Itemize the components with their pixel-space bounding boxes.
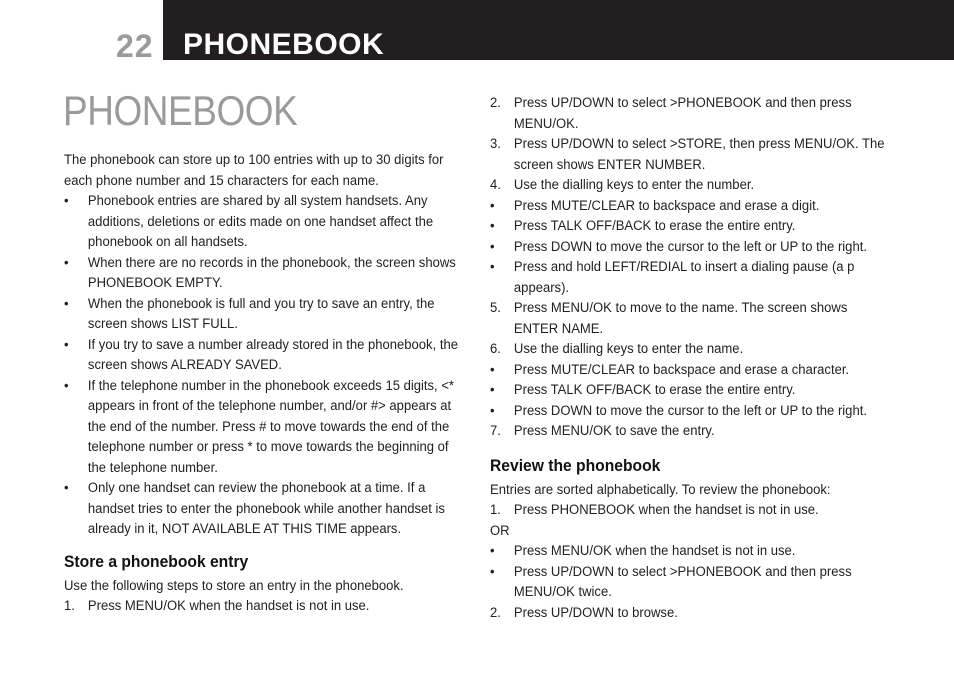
list-marker: •	[490, 197, 495, 214]
list-marker: •	[490, 382, 495, 398]
list-item-text: Phonebook entries are shared by all system handsets. Any additions, deletions or edits made on one handset affect the phonebook on all handsets.	[87, 193, 434, 250]
list-item	[490, 603, 894, 624]
page-number: 22	[116, 28, 154, 64]
list-item	[64, 596, 466, 617]
list-item-text: Press MUTE/CLEAR to backspace and erase a character.	[513, 361, 850, 378]
step-marker: 1.	[490, 502, 501, 518]
list-item	[64, 335, 466, 376]
list-item-text: Press DOWN to move the cursor to the left or UP to the right.	[513, 402, 867, 419]
list-item-text: Press MENU/OK when the handset is not in use.	[87, 598, 370, 614]
list-item	[490, 237, 894, 258]
list-item-text: Press and hold LEFT/REDIAL to insert a dialing pause (a p appears).	[513, 259, 855, 296]
bullet-marker: •	[64, 193, 69, 209]
bullet-marker: •	[64, 336, 69, 353]
list-item	[490, 216, 894, 237]
list-marker: •	[490, 361, 495, 378]
bullet-marker: •	[64, 295, 69, 312]
header-bar	[163, 0, 954, 60]
list-item	[64, 478, 466, 540]
list-item-text: Press UP/DOWN to select >PHONEBOOK and then press MENU/OK twice.	[513, 563, 852, 600]
list-item	[490, 401, 894, 422]
list-marker: 5.	[490, 300, 501, 316]
step-marker: 1.	[64, 598, 75, 614]
list-item-text: When the phonebook is full and you try to save an entry, the screen shows LIST FULL.	[87, 295, 435, 332]
review-intro: Entries are sorted alphabetically. To review the phonebook:	[490, 481, 831, 498]
list-item	[490, 134, 894, 175]
list-item-text: Press DOWN to move the cursor to the left or UP to the right.	[513, 238, 867, 255]
list-item	[490, 339, 894, 360]
intro-paragraph: The phonebook can store up to 100 entries with up to 30 digits for each phone number and 15 characters for each name.	[64, 152, 444, 189]
list-item-text: Use the dialling keys to enter the name.	[513, 341, 744, 357]
list-item-text: Press MENU/OK to save the entry.	[513, 423, 715, 439]
list-item-text: Press MENU/OK when the handset is not in use.	[513, 543, 796, 559]
list-item-text: When there are no records in the phonebook, the screen shows PHONEBOOK EMPTY.	[87, 254, 456, 291]
list-marker: 2.	[490, 95, 501, 111]
right-column-content	[490, 93, 894, 623]
right-column	[490, 93, 894, 623]
list-item	[490, 500, 894, 521]
list-item-text: If you try to save a number already stored in the phonebook, the screen shows ALREADY SAVED.	[87, 336, 458, 373]
list-item-text: Press UP/DOWN to browse.	[513, 604, 678, 621]
list-item	[490, 196, 894, 217]
list-item-text: Press TALK OFF/BACK to erase the entire entry.	[513, 382, 796, 398]
list-item	[490, 93, 894, 134]
page-title: PHONEBOOK	[63, 87, 298, 134]
left-column	[64, 150, 466, 617]
list-marker: •	[490, 238, 495, 255]
list-item	[64, 191, 466, 253]
list-item	[490, 360, 894, 381]
list-marker: 7.	[490, 423, 501, 439]
list-item	[490, 421, 894, 442]
list-item-text: Press UP/DOWN to select >STORE, then press MENU/OK. The screen shows ENTER NUMBER.	[513, 136, 885, 173]
list-item-text: Use the dialling keys to enter the number.	[513, 177, 755, 193]
section-title: PHONEBOOK	[183, 28, 385, 61]
list-item-text: Only one handset can review the phonebook at a time. If a handset tries to enter the phonebook while another handset is already in it, NOT AVAILABLE AT THIS TIME appears.	[87, 480, 445, 537]
review-heading: Review the phonebook	[490, 455, 661, 475]
list-item	[490, 562, 894, 603]
list-marker: •	[490, 543, 495, 559]
list-marker: •	[490, 218, 495, 234]
list-item-text: Press UP/DOWN to select >PHONEBOOK and then press MENU/OK.	[513, 95, 852, 132]
list-item-text: Press MENU/OK to move to the name. The screen shows ENTER NAME.	[513, 300, 848, 337]
list-marker: 3.	[490, 136, 501, 152]
list-item	[490, 380, 894, 401]
list-item-text: Press PHONEBOOK when the handset is not in use.	[513, 502, 819, 518]
left-column-content	[64, 150, 466, 617]
list-marker: •	[490, 402, 495, 419]
list-item	[490, 257, 894, 298]
bullet-marker: •	[64, 254, 69, 271]
or-text: OR	[490, 522, 510, 539]
list-item	[490, 175, 894, 196]
list-item	[490, 298, 894, 339]
store-intro: Use the following steps to store an entry in the phonebook.	[64, 577, 404, 594]
list-item	[64, 253, 466, 294]
list-marker: •	[490, 563, 495, 580]
bullet-marker: •	[64, 377, 69, 394]
list-item	[64, 294, 466, 335]
list-item-text: Press TALK OFF/BACK to erase the entire entry.	[513, 218, 796, 234]
list-item-text: Press MUTE/CLEAR to backspace and erase a digit.	[513, 197, 820, 214]
list-marker: 2.	[490, 604, 501, 621]
store-heading: Store a phonebook entry	[64, 551, 249, 571]
bullet-marker: •	[64, 480, 69, 496]
list-item	[490, 541, 894, 562]
list-item	[64, 376, 466, 479]
list-item-text: If the telephone number in the phonebook exceeds 15 digits, <* appears in front of the telephone number, and/or #> appears at the end of the number. Press # to move towards the end of the telephone number or press * to move towards the beginning of the telephone number.	[87, 377, 455, 476]
list-marker: 4.	[490, 177, 501, 193]
list-marker: •	[490, 259, 495, 275]
list-marker: 6.	[490, 341, 501, 357]
